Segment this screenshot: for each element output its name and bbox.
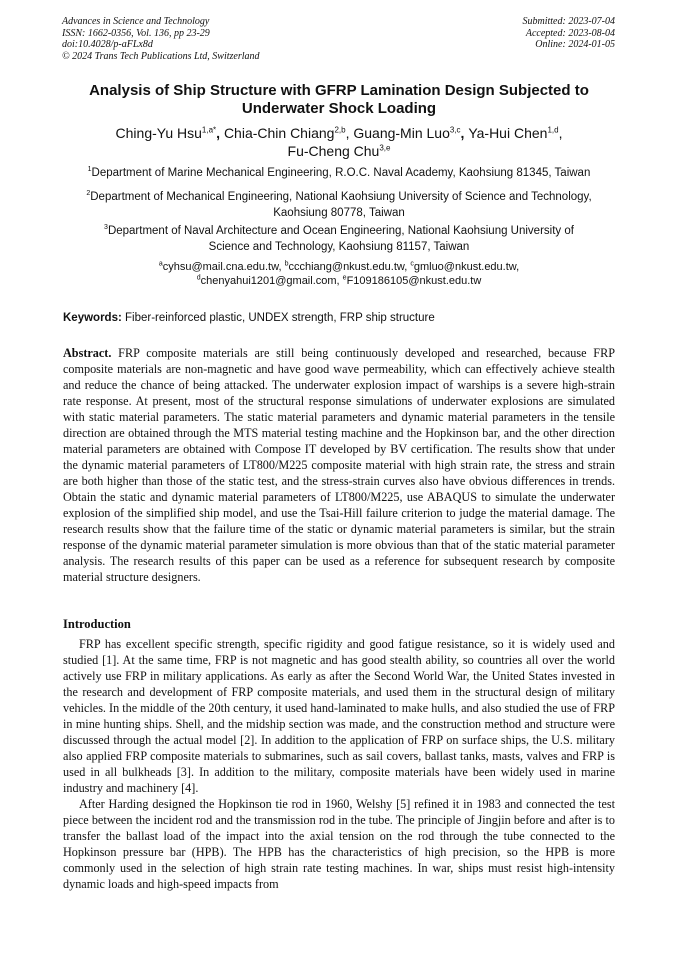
keywords: [63, 311, 615, 325]
affiliation-2: $^2$Department of Mechanical Engineering, National Kaohsiung University of Science and Technology, Kaohsiung 80778, Taiwan: [86, 190, 592, 219]
journal-header: [62, 16, 260, 62]
author: Guang-Min Luo$^{3,c}$: [353, 125, 461, 141]
online-date: Online: 2024-01-05: [535, 39, 615, 50]
email-list: $^a$cyhsu@mail.cna.edu.tw, $^b$ccchiang@nkust.edu.tw, $^c$gmluo@nkust.edu.tw, $^d$chenyahui1201@gmail.com, $^e$F109186105@nkust.edu.tw: [158, 260, 520, 287]
affiliation-1: $^1$Department of Marine Mechanical Engineering, R.O.C. Naval Academy, Kaohsiung 81345, Taiwan: [87, 166, 591, 179]
keywords-label: Keywords:: [63, 312, 122, 324]
abstract-label: Abstract.: [63, 346, 112, 360]
email[interactable]: $^a$cyhsu@mail.cna.edu.tw: [158, 260, 279, 273]
section-heading: Introduction: [63, 617, 131, 631]
author: Fu-Cheng Chu$^{3,e}$: [287, 143, 391, 159]
paragraph: After Harding designed the Hopkinson tie rod in 1960, Welshy [5] refined it in 1983 and connected the test piece between the incident rod and the transmission rod in the tube. The principle of Jingjin before and after is to transfer the ballast load of the impact into the axial tension on the rod through the tube connected to the Hopkinson pressure bar (HPB). The HPB has the characteristics of high precision, so the HPB is more commonly used in the selection of high strain rate testing machines. In war, ships must resist high-intensity dynamic loads and high-speed impacts from: [63, 797, 615, 891]
keywords-text: Fiber-reinforced plastic, UNDEX strength, FRP ship structure: [121, 312, 435, 324]
author: Ya-Hui Chen$^{1,d}$: [468, 125, 559, 141]
accepted-date: Accepted: 2023-08-04: [525, 27, 615, 39]
abstract: [63, 345, 615, 585]
paragraph: FRP has excellent specific strength, specific rigidity and good fatigue resistance, so it is widely used and studied [1]. At the same time, FRP is not magnetic and has good stealth ability, so countries all over the world actively use FRP in military applications. As early as after the Second World War, the United States invested in the research and development of FRP composite materials, and used them in the structural design of military vehicles. In the middle of the 20th century, it used hand-laminated to make hulls, and also studied the use of FRP in mine hunting ships. Shell, and the midship section was made, and the construction method and structure were discussed through the actual model [2]. In addition to the application of FRP on surface ships, the U.S. military also applied FRP composite materials to submarines, such as sail covers, ballast tanks, masts, valves and FRP is used in all bulkheads [3]. In addition to the military, composite materials have been widely used in marine industry and machinery [4].: [63, 637, 615, 795]
affiliation-3: $^3$Department of Naval Architecture and Ocean Engineering, National Kaohsiung University of Science and Technology, Kaohsiung 81157, Taiwan: [104, 224, 574, 253]
email[interactable]: $^e$F109186105@nkust.edu.tw: [342, 274, 482, 287]
journal-name: Advances in Science and Technology: [62, 16, 210, 27]
author: Chia-Chin Chiang$^{2,b}$: [223, 125, 346, 141]
submitted-date: Submitted: 2023-07-04: [522, 16, 615, 27]
copyright: © 2024 Trans Tech Publications Ltd, Switzerland: [62, 50, 260, 62]
email[interactable]: $^b$ccchiang@nkust.edu.tw: [284, 260, 405, 273]
doi: doi:10.4028/p-aFLx8d: [62, 39, 153, 50]
author-list: Ching-Yu Hsu$^{1,a*}$, Chia-Chin Chiang$^{2,b}$, Guang-Min Luo$^{3,c}$, Ya-Hui Chen$^{1,d}$, Fu-Cheng Chu$^{3,e}$: [115, 125, 563, 159]
introduction-body: [63, 636, 615, 892]
abstract-text: FRP composite materials are still being continuously developed and researched, because FRP composite materials are non-magnetic and have good wave permeability, which can effectively achieve stealth and reduce the chance of being attacked. The underwater explosion impact of warships is a severe high-strain rate response. At present, most of the structural response simulations of underwater explosions are simulated with static material parameters. The static material parameters and dynamic material parameters in the tensile direction are obtained through the MTS material testing machine and the Hopkinson bar, and the other direction material parameters are obtained with Compose IT developed by BV certification. The results show that under the dynamic material parameters of LT800/M225 composite material with high strain rate, the stress and strain are both higher than those of the static test, and the stress-strain curves also have obvious differences in trends. Obtain the static and dynamic material parameters of LT800/M225, use ABAQUS to simulate the underwater explosion of the simplified ship model, and use the Tsai-Hill failure criterion to judge the material damage. The research results show that the failure time of the static or dynamic material parameters is similar, but the strain response of the dynamic material parameter simulation is more obvious than that of the static material parameter analysis. The research results of this paper can be used as a reference for subsequent research by composite material structure designers.: [63, 346, 615, 584]
author: Ching-Yu Hsu$^{1,a*}$: [115, 125, 217, 141]
email[interactable]: $^d$chenyahui1201@gmail.com: [196, 274, 337, 287]
email[interactable]: $^c$gmluo@nkust.edu.tw: [410, 260, 517, 273]
issn: ISSN: 1662-0356, Vol. 136, pp 23-29: [62, 27, 210, 39]
dates-header: [523, 16, 616, 51]
paper-title: Analysis of Ship Structure with GFRP Lamination Design Subjected to Underwater Shock Loading: [89, 82, 589, 117]
